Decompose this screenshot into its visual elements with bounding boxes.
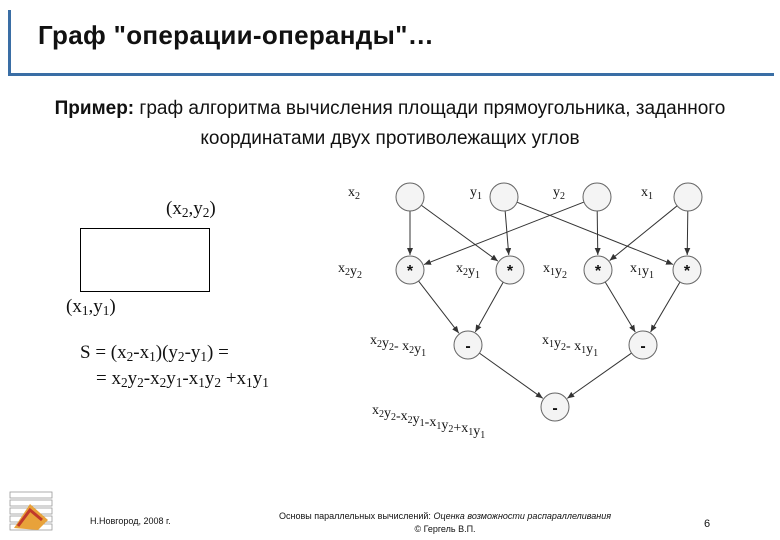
graph-edge: [651, 282, 680, 332]
sub-node-op: -: [640, 338, 646, 355]
footer-author: © Гергель В.П.: [414, 524, 476, 534]
slide-title: Граф "операции-операнды"…: [38, 20, 435, 50]
mult-label: $x_1y_1$: [630, 261, 654, 281]
final-node-op: -: [552, 400, 558, 417]
formula-line1: $S = (x_2-x_1)(y_2-y_1)$ =: [80, 342, 229, 364]
mult-node-op: *: [594, 263, 602, 280]
graph-edge: [687, 211, 688, 255]
graph-edge: [421, 205, 498, 261]
mult-node-op: *: [683, 263, 691, 280]
university-logo: [8, 490, 54, 534]
graph-edge: [517, 202, 673, 264]
graph-edge: [605, 282, 635, 332]
mult-label: $x_2y_1$: [456, 261, 480, 281]
final-label: $x_2y_2-x_2y_1-x_1y_2+x_1y_1$: [372, 403, 486, 441]
corner-bottom-label: $(x_1,y_1)$: [66, 296, 116, 318]
graph-edge: [597, 211, 598, 255]
footer-city: Н.Новгород, 2008 г.: [90, 516, 171, 526]
input-node: [490, 183, 518, 211]
input-node: [396, 183, 424, 211]
page-number: 6: [704, 518, 711, 530]
input-label: $y_2$: [553, 185, 565, 202]
intro-body: граф алгоритма вычисления площади прямоугольника, заданного координатами двух противолежащих углов: [134, 98, 726, 149]
sub-label: $x_2y_2-$ $x_2y_1$: [370, 333, 427, 359]
sub-node-op: -: [465, 338, 471, 355]
footer-topic: Оценка возможности распараллеливания: [433, 511, 612, 521]
mult-node-op: *: [506, 263, 514, 280]
graph-edge: [479, 353, 542, 398]
input-label: $x_1$: [641, 185, 653, 202]
mult-label: $x_2y_2$: [338, 261, 362, 281]
graph-edge: [567, 353, 631, 398]
mult-node-op: *: [406, 263, 414, 280]
graph-edge: [419, 281, 459, 333]
intro-lead: Пример:: [54, 98, 135, 119]
corner-top-label: $(x_2,y_2)$: [166, 198, 216, 220]
input-label: $y_1$: [470, 185, 482, 202]
footer-course-name: Основы параллельных вычислений:: [278, 511, 431, 521]
formula-line2: = $x_2y_2-x_2y_1-x_1y_2 +x_1y_1$: [96, 368, 269, 390]
input-node: [583, 183, 611, 211]
footer-course: [250, 510, 640, 536]
graph-edge: [475, 282, 503, 332]
mult-label: $x_1y_2$: [543, 261, 567, 281]
input-label: $x_2$: [348, 185, 360, 202]
sub-label: $x_1y_2-$ $x_1y_1$: [542, 333, 599, 359]
input-node: [674, 183, 702, 211]
